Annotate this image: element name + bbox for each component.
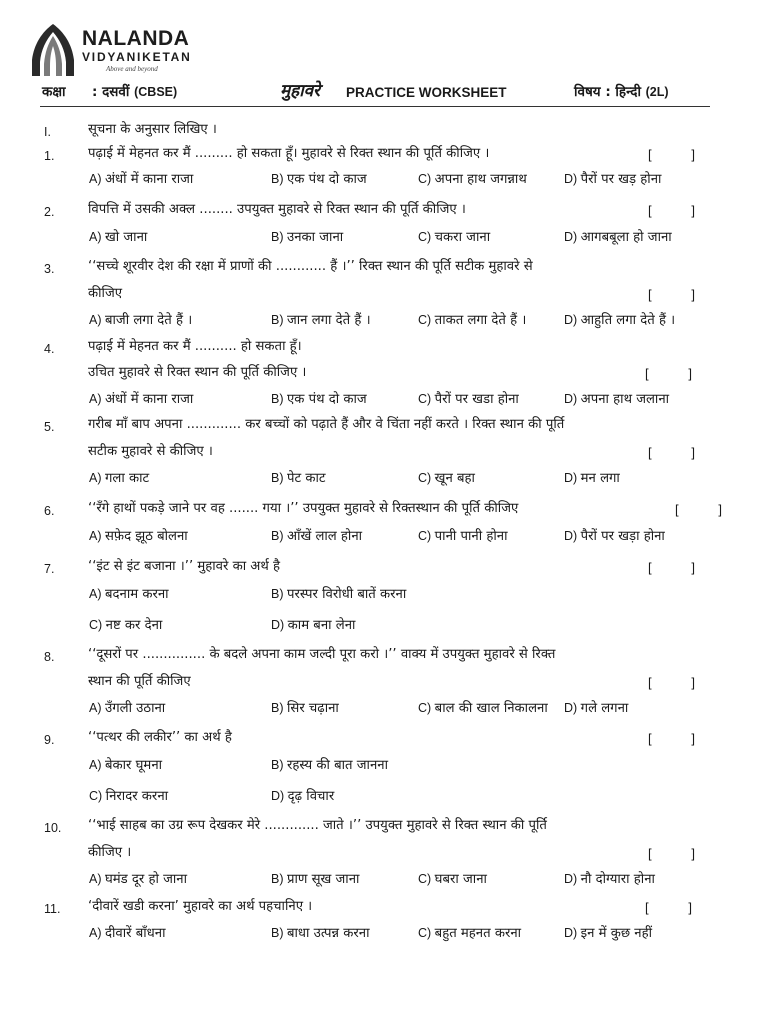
question-text: ‘‘दूसरों पर ............... के बदले अपना काम जल्दी पूरा करो ।’’ वाक्य में उपयुक्त मुहावरे से रिक्त: [88, 647, 556, 662]
option-d: [564, 170, 661, 189]
topic-title: मुहावरे: [280, 81, 321, 101]
option-label: B): [271, 529, 287, 543]
option-a: [89, 228, 147, 247]
answer-bracket: [ ]: [645, 900, 692, 915]
option-b: [271, 228, 343, 247]
option-d: [271, 616, 355, 635]
option-text: एक पंथ दो काज: [286, 392, 367, 407]
option-label: B): [271, 926, 287, 940]
option-label: B): [271, 701, 287, 715]
question-number: 1.: [44, 149, 55, 163]
option-b: [271, 170, 367, 189]
option-b: [271, 311, 371, 330]
option-text: इन में कुछ नहीं: [580, 926, 653, 941]
option-text: दीवारें बाँधना: [104, 926, 166, 941]
nalanda-emblem-icon: [28, 22, 78, 78]
section-title: सूचना के अनुसार लिखिए ।: [88, 122, 217, 137]
option-c: [418, 228, 490, 247]
option-text: मन लगा: [580, 471, 620, 486]
option-label: A): [89, 701, 105, 715]
question-text: ‘‘भाई साहब का उग्र रूप देखकर मेरे ............. जाते ।’’ उपयुक्त मुहावरे से रिक्त स्थान की पूर्ति: [88, 818, 547, 833]
option-text: एक पंथ दो काज: [286, 172, 367, 187]
option-label: A): [89, 758, 105, 772]
option-text: बहुत महनत करना: [434, 926, 522, 941]
brand-subname: VIDYANIKETAN: [82, 50, 192, 64]
question-number: 3.: [44, 262, 55, 276]
option-text: गले लगना: [580, 701, 629, 716]
class-value: : दसवीं (CBSE): [92, 84, 178, 100]
option-label: D): [271, 789, 288, 803]
option-text: बाजी लगा देते हैं ।: [104, 313, 193, 328]
question-number: 6.: [44, 504, 55, 518]
question-text: उचित मुहावरे से रिक्त स्थान की पूर्ति कीजिए ।: [88, 365, 307, 380]
option-label: C): [89, 789, 106, 803]
option-c: [418, 469, 475, 488]
question-text: गरीब माँ बाप अपना ............. कर बच्चों को पढ़ाते हैं और वे चिंता नहीं करते । रिक्त स्थान की पूर्ति: [88, 417, 565, 432]
option-c: [418, 527, 508, 546]
option-text: परस्पर विरोधी बातें करना: [286, 587, 407, 602]
option-d: [564, 699, 628, 718]
option-label: A): [89, 230, 105, 244]
option-text: आहुति लगा देते हैं ।: [580, 313, 676, 328]
answer-bracket: [ ]: [648, 287, 695, 302]
option-d: [271, 787, 334, 806]
option-text: जान लगा देते हैं ।: [286, 313, 371, 328]
option-a: [89, 469, 149, 488]
option-text: नौ दोग्यारा होना: [580, 872, 655, 887]
option-text: निरादर करना: [105, 789, 169, 804]
option-d: [564, 469, 620, 488]
option-text: पैरों पर खडा होना: [434, 392, 519, 407]
answer-bracket: [ ]: [645, 366, 692, 381]
option-text: घमंड दूर हो जाना: [104, 872, 188, 887]
option-text: घबरा जाना: [434, 872, 487, 887]
answer-bracket: [ ]: [648, 846, 695, 861]
question-text: कीजिए ।: [88, 845, 132, 860]
subject-label: विषय : हिन्दी (2L): [574, 84, 669, 100]
option-label: D): [564, 471, 581, 485]
option-text: अंधों में काना राजा: [104, 172, 194, 187]
option-c: [418, 870, 487, 889]
answer-bracket: [ ]: [648, 675, 695, 690]
option-label: C): [418, 313, 435, 327]
question-text: ‘दीवारें खडी करना’ मुहावरे का अर्थ पहचानिए ।: [88, 899, 313, 914]
option-label: C): [418, 172, 435, 186]
question-text: ‘‘सच्चे शूरवीर देश की रक्षा में प्राणों की ............ हैं ।’’ रिक्त स्थान की पूर्ति सटीक मुहावरे से: [88, 259, 533, 274]
answer-bracket: [ ]: [648, 147, 695, 162]
option-label: B): [271, 587, 287, 601]
option-d: [564, 870, 655, 889]
option-label: D): [564, 172, 581, 186]
option-a: [89, 699, 165, 718]
option-b: [271, 699, 339, 718]
option-label: B): [271, 230, 287, 244]
option-text: काम बना लेना: [287, 618, 356, 633]
option-label: C): [418, 230, 435, 244]
answer-bracket: [ ]: [648, 560, 695, 575]
option-a: [89, 390, 193, 409]
option-a: [89, 585, 169, 604]
option-label: C): [418, 392, 435, 406]
option-text: उनका जाना: [286, 230, 344, 245]
question-number: 2.: [44, 205, 55, 219]
option-a: [89, 170, 193, 189]
option-text: पानी पानी होना: [434, 529, 508, 544]
subject-code: (2L): [645, 85, 669, 99]
question-number: 8.: [44, 650, 55, 664]
board-label: (CBSE): [134, 85, 178, 99]
option-text: सफ़ेद झूठ बोलना: [104, 529, 188, 544]
option-label: A): [89, 587, 105, 601]
option-label: D): [271, 618, 288, 632]
option-label: D): [564, 230, 581, 244]
option-text: बाधा उत्पन्न करना: [286, 926, 370, 941]
question-number: 4.: [44, 342, 55, 356]
option-label: B): [271, 313, 287, 327]
option-d: [564, 924, 652, 943]
question-text: स्थान की पूर्ति कीजिए: [88, 674, 191, 689]
option-text: नष्ट कर देना: [105, 618, 163, 633]
option-b: [271, 924, 370, 943]
header-divider: [40, 106, 710, 107]
option-c: [418, 311, 526, 330]
option-d: [564, 311, 675, 330]
option-text: खून बहा: [434, 471, 475, 486]
option-b: [271, 756, 388, 775]
option-text: अपना हाथ जगन्नाथ: [434, 172, 527, 187]
option-label: C): [418, 926, 435, 940]
question-number: 9.: [44, 733, 55, 747]
option-label: A): [89, 471, 105, 485]
question-number: 7.: [44, 562, 55, 576]
option-label: C): [418, 529, 435, 543]
option-text: अपना हाथ जलाना: [580, 392, 670, 407]
option-label: C): [418, 872, 435, 886]
option-a: [89, 756, 162, 775]
option-label: D): [564, 926, 581, 940]
option-c: [418, 170, 527, 189]
option-a: [89, 527, 188, 546]
option-text: आगबबूला हो जाना: [580, 230, 672, 245]
option-text: दृढ़ विचार: [287, 789, 335, 804]
option-b: [271, 469, 326, 488]
option-text: बदनाम करना: [104, 587, 169, 602]
option-label: B): [271, 872, 287, 886]
question-text: कीजिए: [88, 286, 123, 301]
option-text: बाल की खाल निकालना: [434, 701, 548, 716]
option-c: [418, 924, 521, 943]
option-text: अंधों में काना राजा: [104, 392, 194, 407]
option-label: B): [271, 172, 287, 186]
option-a: [89, 924, 166, 943]
option-a: [89, 311, 192, 330]
option-d: [564, 228, 672, 247]
brand-name: NALANDA: [82, 27, 190, 50]
question-text: ‘‘पत्थर की लकीर’’ का अर्थ है: [88, 730, 232, 745]
option-label: D): [564, 872, 581, 886]
option-text: सिर चढ़ाना: [286, 701, 339, 716]
option-c: [89, 616, 162, 635]
answer-bracket: [ ]: [675, 502, 722, 517]
option-text: खो जाना: [104, 230, 148, 245]
option-text: पैरों पर खड़ा होना: [580, 529, 665, 544]
option-text: उँगली उठाना: [104, 701, 166, 716]
option-label: C): [89, 618, 106, 632]
option-label: B): [271, 758, 287, 772]
question-number: 11.: [44, 902, 61, 916]
option-text: रहस्य की बात जानना: [286, 758, 388, 773]
question-text: पढ़ाई में मेहनत कर मैं ......... हो सकता हूँ। मुहावरे से रिक्त स्थान की पूर्ति कीजिए ।: [88, 146, 490, 161]
option-label: D): [564, 392, 581, 406]
answer-bracket: [ ]: [648, 731, 695, 746]
option-c: [418, 699, 548, 718]
option-label: A): [89, 529, 105, 543]
option-a: [89, 870, 187, 889]
option-text: प्राण सूख जाना: [286, 872, 360, 887]
question-number: 5.: [44, 420, 55, 434]
option-text: पेट काट: [286, 471, 326, 486]
option-c: [89, 787, 168, 806]
option-label: A): [89, 872, 105, 886]
option-b: [271, 870, 359, 889]
option-label: B): [271, 392, 287, 406]
option-label: D): [564, 529, 581, 543]
option-text: चकरा जाना: [434, 230, 491, 245]
option-label: C): [418, 701, 435, 715]
option-label: A): [89, 926, 105, 940]
option-text: आँखें लाल होना: [286, 529, 363, 544]
option-label: B): [271, 471, 287, 485]
question-text: पढ़ाई में मेहनत कर मैं .......... हो सकता हूँ।: [88, 339, 302, 354]
section-number: I.: [44, 125, 51, 139]
worksheet-title: PRACTICE WORKSHEET: [346, 85, 507, 100]
option-label: C): [418, 471, 435, 485]
option-d: [564, 527, 665, 546]
brand-tagline: Above and beyond: [106, 65, 158, 73]
option-d: [564, 390, 669, 409]
option-c: [418, 390, 519, 409]
question-text: सटीक मुहावरे से कीजिए ।: [88, 444, 213, 459]
school-logo: [28, 22, 192, 78]
option-label: A): [89, 313, 105, 327]
answer-bracket: [ ]: [648, 203, 695, 218]
question-text: ‘‘रँगे हाथों पकड़े जाने पर वह ....... गया ।’’ उपयुक्त मुहावरे से रिक्तस्थान की पूर्ति कीजिए: [88, 501, 519, 516]
option-b: [271, 390, 367, 409]
option-label: A): [89, 392, 105, 406]
option-b: [271, 527, 362, 546]
option-text: बेकार घूमना: [104, 758, 163, 773]
class-label: कक्षा: [42, 84, 66, 100]
option-label: D): [564, 313, 581, 327]
question-number: 10.: [44, 821, 62, 835]
question-text: विपत्ति में उसकी अक्ल ........ उपयुक्त मुहावरे से रिक्त स्थान की पूर्ति कीजिए ।: [88, 202, 466, 217]
question-text: ‘‘इंट से इंट बजाना ।’’ मुहावरे का अर्थ है: [88, 559, 281, 574]
option-b: [271, 585, 406, 604]
answer-bracket: [ ]: [648, 445, 695, 460]
option-text: पैरों पर खड़ होना: [580, 172, 662, 187]
option-text: ताकत लगा देते हैं ।: [434, 313, 527, 328]
option-label: A): [89, 172, 105, 186]
option-label: D): [564, 701, 581, 715]
option-text: गला काट: [104, 471, 150, 486]
